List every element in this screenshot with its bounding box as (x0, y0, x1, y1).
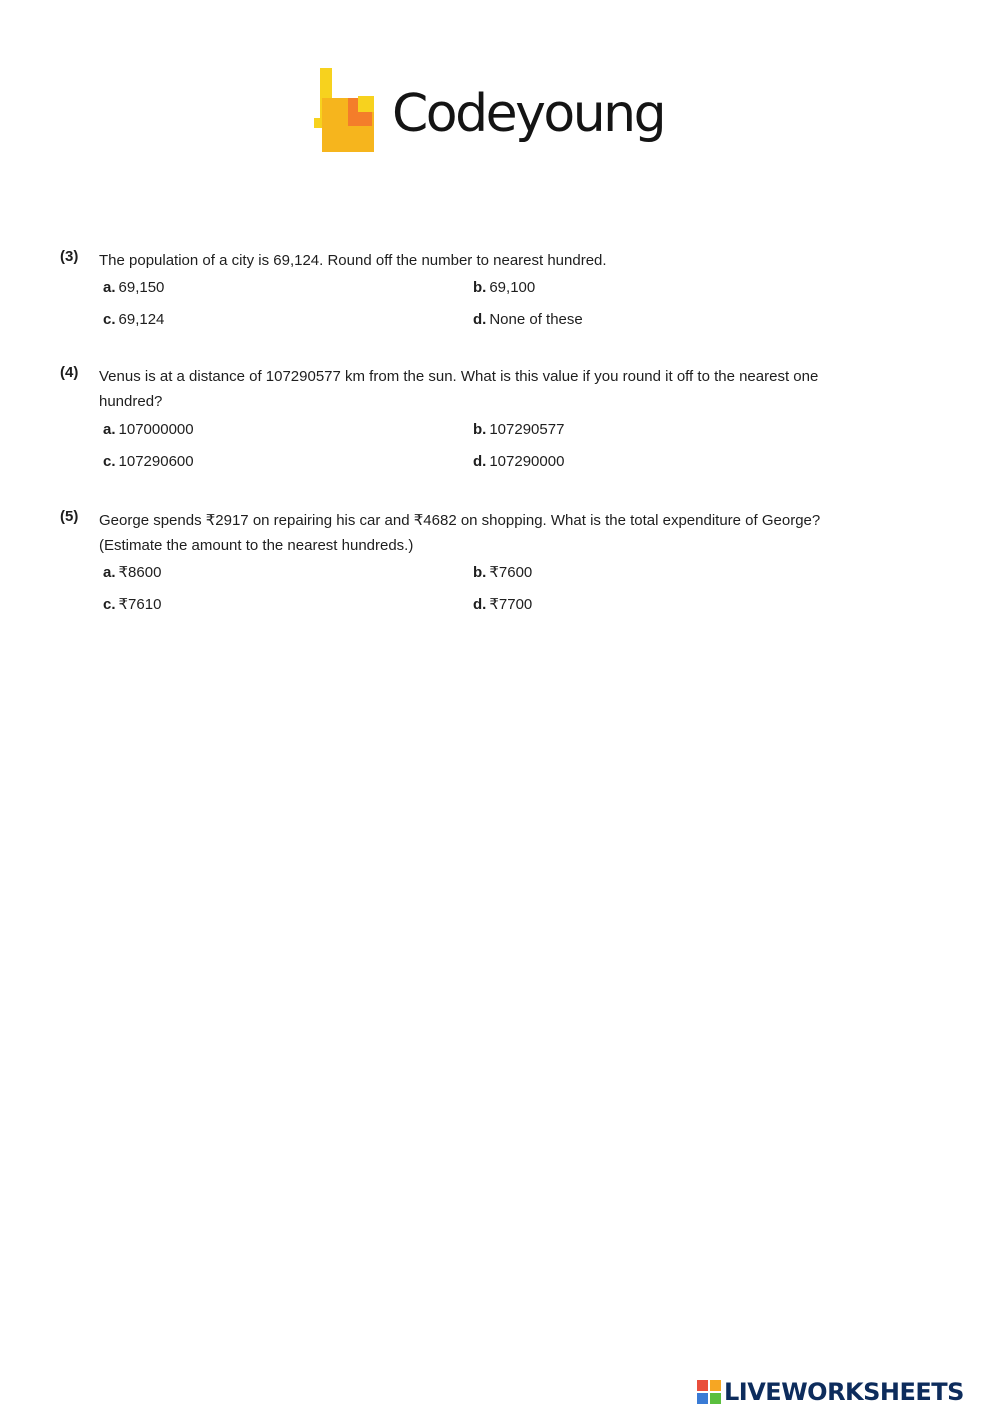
option-letter: d. (473, 596, 487, 613)
option-letter: b. (473, 564, 487, 581)
question-text: The population of a city is 69,124. Round off the number to nearest hundred. (99, 252, 607, 269)
question-5 (60, 508, 860, 618)
option-letter: c. (103, 311, 116, 328)
option-value: 69,100 (489, 279, 536, 296)
question-text: George spends ₹2917 on repairing his car and ₹4682 on shopping. What is the total expenditure of George? (Estimate the amount to the nearest hundreds.) (99, 512, 821, 554)
codeyoung-logo-text: Codeyoung (392, 84, 665, 144)
option-a[interactable] (103, 420, 194, 440)
option-value: None of these (489, 311, 583, 328)
question-number: (4) (60, 364, 79, 381)
option-d[interactable] (473, 452, 564, 472)
option-value: 107290000 (489, 453, 565, 470)
option-b[interactable] (473, 278, 535, 298)
option-value: ₹7600 (489, 564, 533, 581)
option-value: 69,150 (118, 279, 165, 296)
option-letter: a. (103, 421, 116, 438)
option-value: 107290600 (118, 453, 194, 470)
option-c[interactable] (103, 310, 164, 330)
option-letter: a. (103, 564, 116, 581)
option-letter: c. (103, 453, 116, 470)
option-c[interactable] (103, 452, 194, 472)
option-value: 69,124 (118, 311, 165, 328)
question-number: (3) (60, 248, 79, 265)
option-c[interactable] (103, 595, 161, 615)
codeyoung-logo (314, 68, 714, 168)
option-value: 107290577 (489, 421, 565, 438)
option-value: ₹7700 (489, 596, 533, 613)
question-text: Venus is at a distance of 107290577 km from the sun. What is this value if you round it off to the nearest one hundred? (99, 368, 819, 410)
question-4 (60, 364, 860, 474)
option-d[interactable] (473, 595, 532, 615)
question-3 (60, 248, 860, 338)
liveworksheets-text: LIVEWORKSHEETS (724, 1378, 964, 1406)
option-letter: b. (473, 421, 487, 438)
option-b[interactable] (473, 420, 564, 440)
option-value: 107000000 (118, 421, 194, 438)
option-d[interactable] (473, 310, 583, 330)
option-b[interactable] (473, 563, 532, 583)
question-number: (5) (60, 508, 79, 525)
option-value: ₹8600 (118, 564, 162, 581)
codeyoung-logo-mark-icon (314, 68, 376, 154)
option-letter: d. (473, 453, 487, 470)
option-a[interactable] (103, 278, 164, 298)
option-letter: b. (473, 279, 487, 296)
option-letter: c. (103, 596, 116, 613)
liveworksheets-grid-icon (697, 1380, 721, 1404)
option-a[interactable] (103, 563, 161, 583)
option-value: ₹7610 (118, 596, 162, 613)
option-letter: d. (473, 311, 487, 328)
option-letter: a. (103, 279, 116, 296)
